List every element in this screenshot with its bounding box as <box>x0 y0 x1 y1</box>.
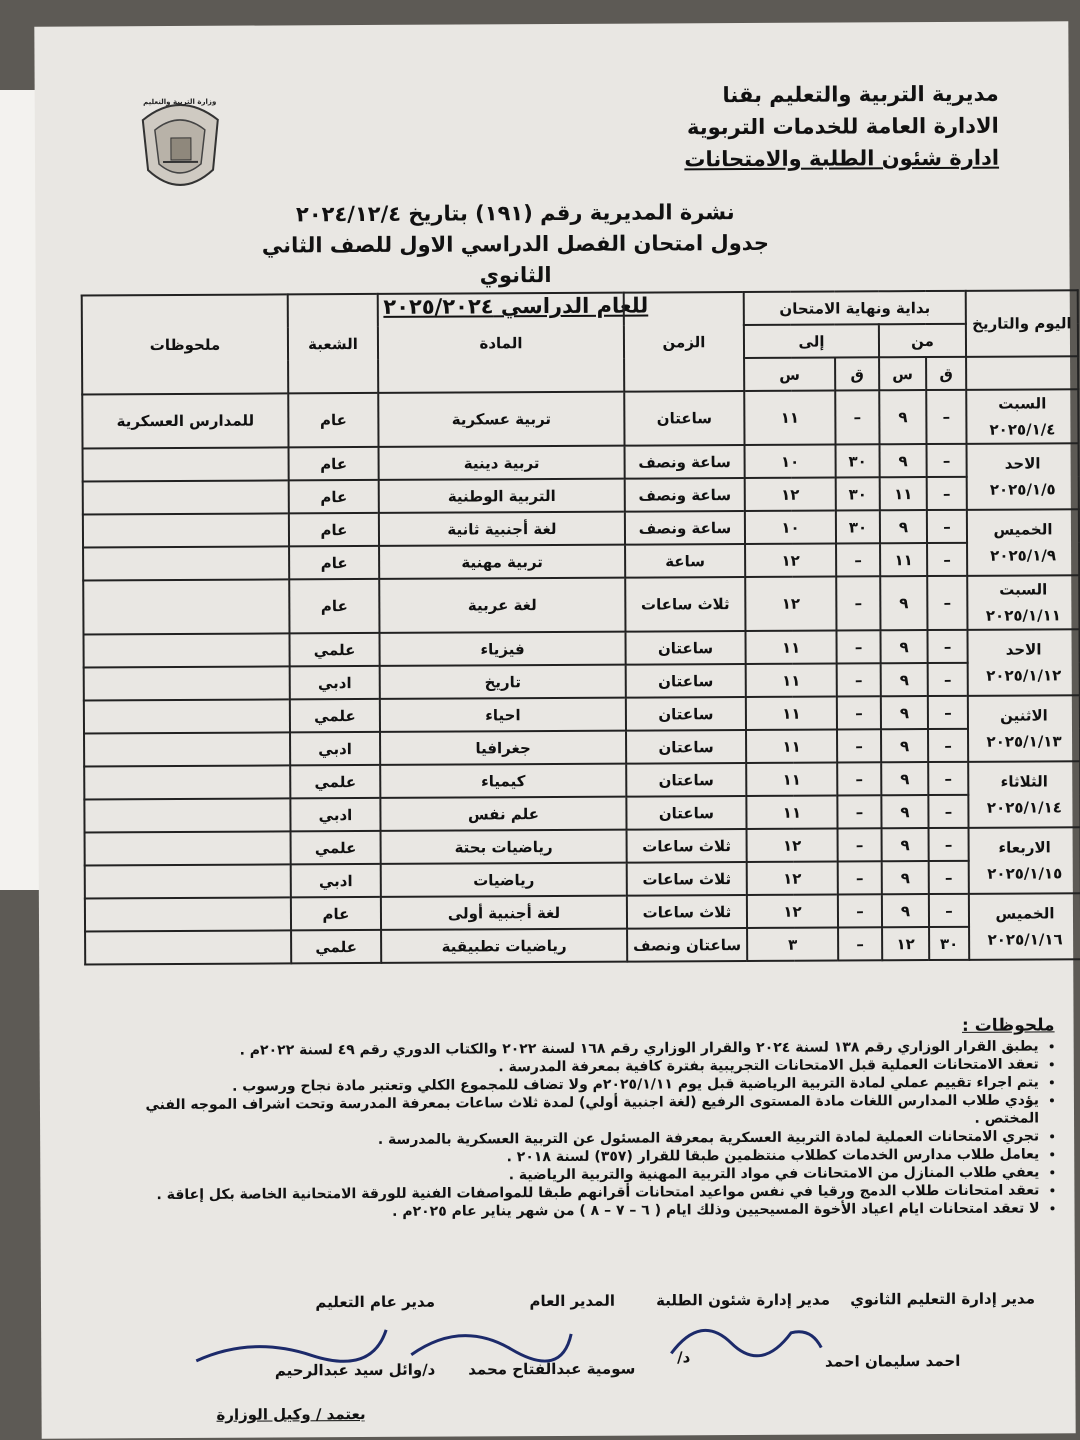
day-date-cell <box>969 827 1080 894</box>
date-label: ٢٠٢٥/١/١١ <box>985 606 1061 625</box>
from-minutes: – <box>928 762 968 795</box>
from-hour: ٩ <box>882 861 929 894</box>
subject-cell: كيمياء <box>380 764 626 798</box>
note-item: • يؤدي طلاب المدارس اللغات مادة المستوى الرفيع (لغة اجنبية أولي) لمدة ثلاث ساعات بمعرفة المدرسة وتحت اشراف الموجه الفني المختص . <box>100 1091 1039 1132</box>
notes-cell <box>84 765 290 799</box>
from-minutes: – <box>929 861 969 894</box>
from-minutes: – <box>927 477 967 510</box>
sig-gm-title: المدير العام <box>529 1291 616 1311</box>
notes-list <box>100 1037 1056 1222</box>
to-hour: ١٢ <box>745 577 836 631</box>
to-minutes: – <box>836 630 880 663</box>
table-row <box>84 695 1080 733</box>
subject-cell: احياء <box>380 698 626 732</box>
subject-cell: فيزياء <box>379 632 625 666</box>
subject-cell: تربية مهنية <box>379 545 625 579</box>
to-minutes: ٣٠ <box>836 477 880 510</box>
branch-cell: علمي <box>290 765 380 798</box>
to-minutes: ٣٠ <box>836 510 880 543</box>
to-minutes: – <box>836 543 880 576</box>
notes-cell <box>83 480 289 514</box>
subject-cell: تربية دينية <box>379 446 625 480</box>
from-hour: ٩ <box>879 390 926 444</box>
header-duration: الزمن <box>624 292 745 392</box>
to-minutes: – <box>838 894 882 927</box>
branch-cell: عام <box>289 513 379 546</box>
table-row <box>85 827 1080 865</box>
from-minutes: – <box>927 444 967 477</box>
note-item: • لا تعقد امتحانات ايام اعياد الأخوة المسيحيين وذلك ايام ( ٦ – ٧ – ٨ ) من شهر يناير عام ٢٠٢٥م . <box>100 1199 1039 1222</box>
svg-text:وزارة التربية والتعليم: وزارة التربية والتعليم <box>143 97 217 107</box>
header-to: إلى <box>744 324 879 358</box>
duration-cell: ساعتان <box>626 730 746 764</box>
from-minutes: – <box>929 894 969 927</box>
to-hour: ١١ <box>746 796 837 829</box>
header-branch: الشعبة <box>288 294 379 393</box>
duration-cell: ساعة ونصف <box>625 511 745 545</box>
branch-cell: عام <box>289 480 379 513</box>
to-minutes: – <box>835 390 879 444</box>
branch-cell: عام <box>289 447 379 480</box>
from-hour: ١١ <box>880 477 927 510</box>
from-hour: ٩ <box>881 729 928 762</box>
duration-cell: ساعتان <box>624 391 744 446</box>
duration-cell: ساعة <box>625 544 745 578</box>
subject-cell: رياضيات بحتة <box>381 830 627 864</box>
adjacent-paper-edge <box>0 90 40 890</box>
issuer-line-3: ادارة شئون الطلبة والامتحانات <box>684 145 1000 172</box>
note-item: • يطبق القرار الوزاري رقم ١٣٨ لسنة ٢٠٢٤ والقرار الوزاري رقم ١٦٨ لسنة ٢٠٢٢ والكتاب الدوري رقم ٤٩ لسنة ٢٠٢٢م . <box>100 1037 1039 1060</box>
duration-cell: ساعتان <box>626 796 746 830</box>
day-date-cell <box>968 761 1080 828</box>
day-date-cell <box>968 695 1080 762</box>
branch-cell: علمي <box>291 831 381 864</box>
duration-cell: ساعتان <box>626 697 746 731</box>
sig-gm-name: سومية عبدالفتاح محمد <box>468 1359 636 1379</box>
from-minutes: – <box>927 543 967 576</box>
notes-cell <box>83 546 289 580</box>
from-minutes: – <box>928 795 968 828</box>
date-label: ٢٠٢٥/١/١٥ <box>987 864 1063 883</box>
header-to-q: ق <box>835 357 879 390</box>
day-date-cell <box>967 575 1079 630</box>
day-label: الخميس <box>995 904 1055 923</box>
table-row <box>85 860 1080 898</box>
header-row-1 <box>82 290 1078 328</box>
table-row <box>83 443 1079 481</box>
to-hour: ١٢ <box>745 478 836 511</box>
to-hour: ١١ <box>746 763 837 796</box>
to-minutes: – <box>838 861 882 894</box>
header-to-s: س <box>744 358 835 391</box>
note-item: • يعامل طلاب مدارس الخدمات كطلاب منتظمين طبقا للقرار (٣٥٧) لسنة ٢٠١٨ . <box>100 1145 1039 1168</box>
day-label: الاثنين <box>1000 706 1048 725</box>
table-row <box>83 575 1079 634</box>
duration-cell: ثلاث ساعات <box>627 829 747 863</box>
table-row <box>82 389 1078 448</box>
sig-secondary-name: احمد سليمان احمد <box>824 1351 961 1371</box>
from-hour: ٩ <box>880 444 927 477</box>
subject-cell: لغة أجنبية ثانية <box>379 512 625 546</box>
from-minutes: – <box>927 576 967 630</box>
notes-cell <box>84 732 290 766</box>
bulletin-title: نشرة المديرية رقم (١٩١) بتاريخ ٢٠٢٤/١٢/٤ <box>295 200 735 227</box>
sig-affairs-name: د/ <box>677 1348 691 1367</box>
table-row <box>83 476 1079 514</box>
subject-cell: لغة أجنبية أولى <box>381 896 627 930</box>
subject-cell: جغرافيا <box>380 731 626 765</box>
sig-secondary-title: مدير إدارة التعليم الثانوي <box>850 1289 1036 1309</box>
day-date-cell <box>967 509 1079 576</box>
from-hour: ٩ <box>881 663 928 696</box>
date-label: ٢٠٢٥/١/٩ <box>990 546 1057 565</box>
subject-cell: علم نفس <box>380 797 626 831</box>
sig-edu-name: د/وائل سيد عبدالرحيم <box>274 1360 436 1380</box>
day-label: الاربعاء <box>998 838 1051 857</box>
notes-cell <box>83 513 289 547</box>
branch-cell: علمي <box>290 699 380 732</box>
duration-cell: ساعتان <box>626 664 746 698</box>
day-date-cell <box>969 893 1080 960</box>
ministry-seal-icon <box>133 90 229 205</box>
from-hour: ١٢ <box>882 927 929 960</box>
note-item: • يعفي طلاب المنازل من الامتحانات في مواد التربية المهنية والتربية الرياضية . <box>100 1163 1039 1186</box>
date-label: ٢٠٢٥/١/١٤ <box>986 798 1062 817</box>
from-hour: ٩ <box>880 576 927 630</box>
notes-cell <box>85 897 291 931</box>
handwritten-signature-3 <box>191 1315 391 1376</box>
branch-cell: ادبي <box>290 732 380 765</box>
handwritten-signature-1 <box>661 1303 831 1374</box>
to-minutes: – <box>837 729 881 762</box>
date-label: ٢٠٢٥/١/٤ <box>989 420 1056 439</box>
notes-cell <box>85 930 291 964</box>
branch-cell: عام <box>288 393 378 447</box>
duration-cell: ساعة ونصف <box>625 445 745 479</box>
schedule-title: جدول امتحان الفصل الدراسي الاول للصف الثاني الثانوي <box>261 230 770 288</box>
from-minutes: – <box>929 828 969 861</box>
header-from: من <box>879 324 966 357</box>
note-item: • يتم اجراء تقييم عملي لمادة التربية الرياضية قبل يوم ٢٠٢٥/١/١١م ولا تضاف للمجموع الكلي وتعتبر مادة نجاح ورسوب . <box>100 1073 1039 1096</box>
subject-cell: رياضيات تطبيقية <box>381 929 627 963</box>
from-hour: ٩ <box>881 696 928 729</box>
subject-cell: التربية الوطنية <box>379 479 625 513</box>
table-row <box>85 893 1080 931</box>
duration-cell: ساعتان ونصف <box>627 928 747 962</box>
from-hour: ٩ <box>881 762 928 795</box>
branch-cell: عام <box>289 579 379 633</box>
from-hour: ٩ <box>880 510 927 543</box>
from-hour: ٩ <box>881 795 928 828</box>
header-day: اليوم والتاريخ <box>966 290 1078 357</box>
to-hour: ١٠ <box>745 511 836 544</box>
branch-cell: علمي <box>291 930 381 963</box>
notes-cell <box>83 447 289 481</box>
header-from-s: س <box>879 357 926 390</box>
to-minutes: – <box>837 795 881 828</box>
day-date-cell <box>966 389 1078 444</box>
subject-cell: تربية عسكرية <box>378 392 624 447</box>
to-minutes: – <box>837 663 881 696</box>
from-minutes: – <box>928 663 968 696</box>
duration-cell: ثلاث ساعات <box>625 577 745 632</box>
notes-cell <box>84 699 290 733</box>
notes-cell <box>85 864 291 898</box>
from-minutes: – <box>926 390 966 444</box>
branch-cell: عام <box>291 897 381 930</box>
day-date-cell <box>967 443 1079 510</box>
notes-cell <box>84 798 290 832</box>
to-minutes: – <box>838 927 882 960</box>
sig-approve-title: يعتمد / وكيل الوزارة <box>216 1405 366 1424</box>
day-label: السبت <box>998 394 1047 413</box>
duration-cell: ساعة ونصف <box>625 478 745 512</box>
branch-cell: ادبي <box>291 864 381 897</box>
from-hour: ٩ <box>882 894 929 927</box>
notes-cell <box>83 633 289 667</box>
note-item: • تعقد الامتحانات العملية قبل الامتحانات التجريبية بفترة كافية بمعرفة المدرسة . <box>100 1055 1039 1078</box>
from-minutes: – <box>927 510 967 543</box>
to-minutes: – <box>836 576 880 630</box>
issuer-line-2: الادارة العامة للخدمات التربوية <box>686 113 999 140</box>
header-spacer <box>966 356 1078 390</box>
duration-cell: ثلاث ساعات <box>627 862 747 896</box>
header-notes: ملحوظات <box>82 294 289 394</box>
branch-cell: ادبي <box>290 666 380 699</box>
to-hour: ١١ <box>745 631 836 664</box>
table-row <box>83 542 1079 580</box>
date-label: ٢٠٢٥/١/١٦ <box>987 930 1063 949</box>
subject-cell: رياضيات <box>381 863 627 897</box>
from-hour: ١١ <box>880 543 927 576</box>
to-hour: ٣ <box>747 928 838 961</box>
day-label: الاحد <box>1004 454 1041 473</box>
from-hour: ٩ <box>882 828 929 861</box>
table-row <box>84 794 1080 832</box>
to-minutes: – <box>838 828 882 861</box>
to-hour: ١١ <box>746 697 837 730</box>
to-hour: ١٠ <box>745 445 836 478</box>
date-label: ٢٠٢٥/١/١٣ <box>986 732 1062 751</box>
notes-section <box>100 1015 1056 1222</box>
header-subject: المادة <box>378 293 625 393</box>
table-row <box>84 662 1080 700</box>
from-minutes: – <box>927 630 967 663</box>
to-hour: ١١ <box>746 730 837 763</box>
notes-title: ملحوظات : <box>961 1015 1055 1036</box>
sig-edu-title: مدير عام التعليم <box>315 1292 436 1312</box>
day-label: الثلاثاء <box>1000 772 1048 791</box>
to-minutes: – <box>837 762 881 795</box>
to-hour: ١١ <box>744 391 835 445</box>
to-hour: ١٢ <box>745 544 836 577</box>
date-label: ٢٠٢٥/١/١٢ <box>986 666 1062 685</box>
notes-cell: للمدارس العسكرية <box>82 393 288 448</box>
handwritten-signature-2 <box>401 1314 581 1375</box>
notes-cell <box>85 831 291 865</box>
note-item: • تعقد امتحانات طلاب الدمج ورقيا في نفس مواعيد امتحانات أقرانهم طبقا للمواصفات الفنية للورقة الامتحانية الخاصة بكل إعاقة . <box>100 1181 1039 1204</box>
document-page <box>34 21 1075 1438</box>
day-label: السبت <box>999 580 1048 599</box>
from-hour: ٩ <box>880 630 927 663</box>
table-row <box>85 926 1080 964</box>
notes-cell <box>84 666 290 700</box>
branch-cell: عام <box>289 546 379 579</box>
sig-affairs-title: مدير إدارة شئون الطلبة <box>656 1290 831 1310</box>
duration-cell: ثلاث ساعات <box>627 895 747 929</box>
day-date-cell <box>967 629 1079 696</box>
table-row <box>84 728 1080 766</box>
to-minutes: – <box>837 696 881 729</box>
header-from-q: ق <box>926 357 966 390</box>
to-hour: ١١ <box>746 664 837 697</box>
subject-cell: تاريخ <box>380 665 626 699</box>
duration-cell: ساعتان <box>625 631 745 665</box>
subject-cell: لغة عربية <box>379 578 625 633</box>
day-label: الاحد <box>1005 640 1042 659</box>
from-minutes: ٣٠ <box>929 927 969 960</box>
branch-cell: ادبي <box>290 798 380 831</box>
from-minutes: – <box>928 729 968 762</box>
header-span: بداية ونهاية الامتحان <box>744 291 966 325</box>
issuer-header <box>684 78 999 176</box>
table-row <box>83 629 1079 667</box>
table-row <box>83 509 1079 547</box>
date-label: ٢٠٢٥/١/٥ <box>989 480 1056 499</box>
to-hour: ١٢ <box>747 829 838 862</box>
to-hour: ١٢ <box>747 862 838 895</box>
exam-schedule-table <box>81 289 1080 965</box>
notes-cell <box>83 579 289 634</box>
table-row <box>84 761 1080 799</box>
issuer-line-1: مديرية التربية والتعليم بقنا <box>722 81 999 108</box>
from-minutes: – <box>928 696 968 729</box>
year-title: للعام الدراسي ٢٠٢٥/٢٠٢٤ <box>383 293 649 319</box>
to-hour: ١٢ <box>747 895 838 928</box>
note-item: • تجري الامتحانات العملية لمادة التربية العسكرية بمعرفة المسئول عن التربية العسكرية بالمدرسة . <box>100 1127 1039 1150</box>
day-label: الخميس <box>993 520 1053 539</box>
branch-cell: علمي <box>289 633 379 666</box>
to-minutes: ٣٠ <box>836 444 880 477</box>
duration-cell: ساعتان <box>626 763 746 797</box>
